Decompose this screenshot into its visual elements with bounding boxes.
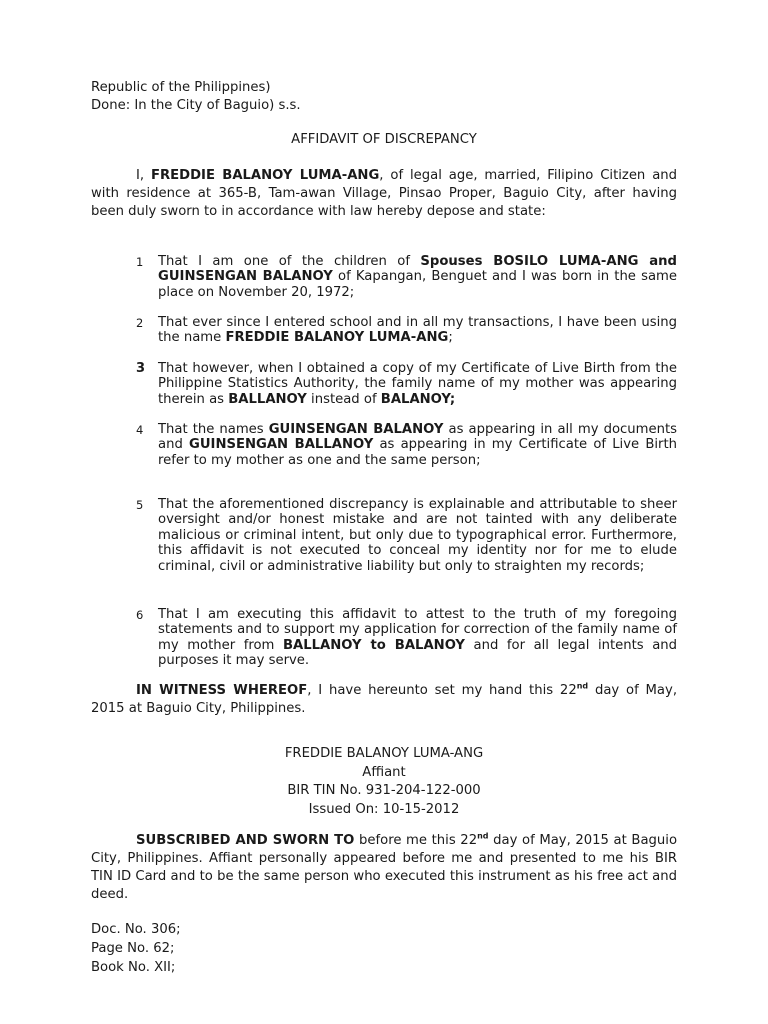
item-number: 2	[136, 316, 144, 330]
list-item-3	[91, 361, 677, 407]
item-text: That the names GUINSENGAN BALANOY as appearing in all my documents and GUINSENGAN BALLANOY as appearing in my Certificate of Live Birth refer to my mother as one and the same person;	[158, 422, 677, 468]
venue-block	[91, 79, 301, 115]
affiant-name: FREDDIE BALANOY LUMA-ANG	[150, 168, 380, 183]
list-item-4	[91, 422, 677, 468]
list-item-5	[91, 497, 677, 574]
item-number: 6	[136, 608, 144, 622]
list-item-1	[91, 254, 677, 300]
intro-rest: , of legal age, married, Filipino Citizen and with residence at 365-B, Tam-awan Village, Pinsao Proper, Baguio City, after having been duly sworn to in accordance with law hereby depose and state:	[91, 168, 678, 219]
item-text: That I am executing this affidavit to attest to the truth of my foregoing statements and to support my application for correction of the family name of my mother from BALLANOY to BALANOY and for all legal intents and purposes it may serve.	[158, 607, 678, 669]
book-number: Book No. XII;	[91, 960, 176, 975]
signatory-name: FREDDIE BALANOY LUMA-ANG	[284, 746, 484, 761]
jurat-lead: SUBSCRIBED AND SWORN TO	[136, 833, 355, 848]
item-text: That I am one of the children of Spouses BOSILO LUMA-ANG and GUINSENGAN BALANOY of Kapangan, Benguet and I was born in the same place on November 20, 1972;	[158, 254, 677, 300]
signatory-tin: BIR TIN No. 931-204-122-000	[287, 783, 481, 798]
doc-number: Doc. No. 306;	[91, 922, 181, 937]
item-text: That ever since I entered school and in all my transactions, I have been using the name FREDDIE BALANOY LUMA-ANG;	[158, 315, 677, 346]
intro-paragraph	[91, 167, 677, 221]
venue-republic: Republic of the Philippines)	[91, 80, 271, 95]
jurat-paragraph: SUBSCRIBED AND SWORN TO before me this 22nd day of May, 2015 at Baguio City, Philippines. Affiant personally appeared before me and presented to me his BIR TIN ID Card and to be the same person who executed this instrument as his free act and deed.	[91, 831, 678, 902]
witness-lead: IN WITNESS WHEREOF	[136, 683, 308, 698]
item-text: That the aforementioned discrepancy is explainable and attributable to sheer oversight and/or honest mistake and are not tainted with any deliberate malicious or criminal intent, but only due to typographical error. Furthermore, this affidavit is not executed to conceal my identity nor for me to elude criminal, civil or administrative liability but only to straighten my records;	[158, 497, 677, 574]
notarial-references	[91, 920, 181, 977]
item-text: That however, when I obtained a copy of my Certificate of Live Birth from the Philippine Statistics Authority, the family name of my mother was appearing therein as BALLANOY instead of BALANOY;	[158, 361, 677, 407]
witness-paragraph: IN WITNESS WHEREOF, I have hereunto set my hand this 22nd day of May, 2015 at Baguio City, Philippines.	[91, 681, 678, 716]
item-number: 1	[136, 255, 144, 269]
page-number: Page No. 62;	[91, 941, 175, 956]
list-item-2	[91, 315, 677, 346]
item-number: 3	[136, 361, 146, 376]
signatory-role: Affiant	[362, 764, 406, 780]
signature-block	[0, 745, 768, 819]
venue-city: Done: In the City of Baguio) s.s.	[91, 98, 301, 113]
signatory-issued: Issued On: 10-15-2012	[308, 801, 460, 817]
document-title: AFFIDAVIT OF DISCREPANCY	[291, 132, 477, 147]
intro-prefix: I,	[136, 168, 151, 183]
item-number: 4	[136, 423, 144, 437]
list-item-6	[91, 607, 677, 669]
item-number: 5	[136, 498, 144, 512]
